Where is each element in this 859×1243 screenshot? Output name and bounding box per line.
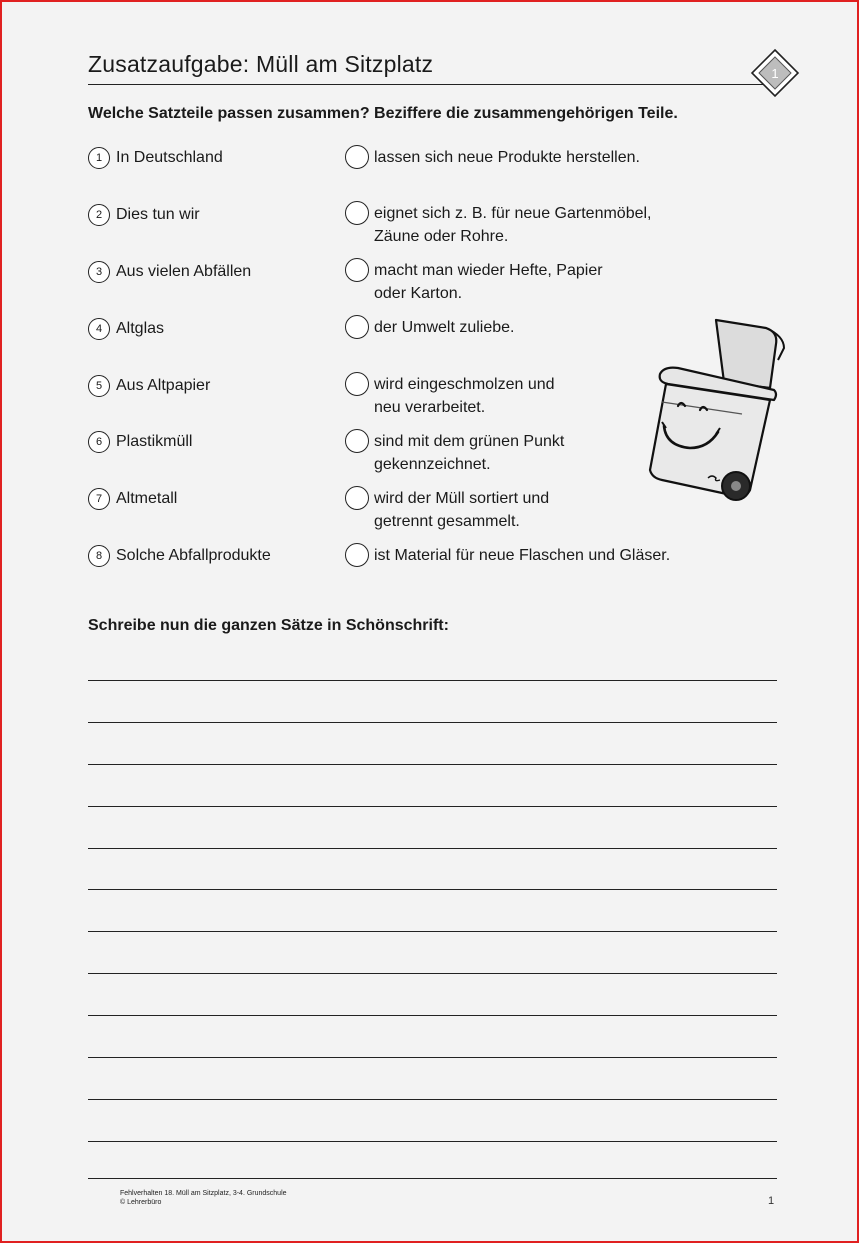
number-circle: 5 <box>88 375 110 397</box>
trash-bin-illustration <box>638 312 788 508</box>
left-item <box>88 488 177 510</box>
footer-line1: Fehlverhalten 18. Müll am Sitzplatz, 3-4. Grundschule <box>120 1190 287 1197</box>
right-item-line1: eignet sich z. B. für neue Gartenmöbel, <box>374 205 652 222</box>
right-item-line1: der Umwelt zuliebe. <box>374 319 515 336</box>
answer-circle[interactable] <box>345 258 369 282</box>
right-item <box>345 316 674 339</box>
right-item-line2: neu verarbeitet. <box>374 399 486 416</box>
writing-line[interactable] <box>88 1057 777 1058</box>
left-item-text: In Deutschland <box>116 149 223 166</box>
right-item-line2: oder Karton. <box>374 285 463 302</box>
writing-line[interactable] <box>88 973 777 974</box>
right-item-line1: wird eingeschmolzen und <box>374 376 555 393</box>
right-item <box>345 373 674 419</box>
title-divider <box>88 84 764 85</box>
number-circle: 7 <box>88 488 110 510</box>
right-item-line1: macht man wieder Hefte, Papier <box>374 262 603 279</box>
right-item-line1: wird der Müll sortiert und <box>374 490 550 507</box>
answer-circle[interactable] <box>345 201 369 225</box>
writing-line[interactable] <box>88 931 777 932</box>
left-item-text: Solche Abfallprodukte <box>116 547 271 564</box>
left-item <box>88 204 200 226</box>
writing-line[interactable] <box>88 889 777 890</box>
number-circle: 1 <box>88 147 110 169</box>
answer-circle[interactable] <box>345 486 369 510</box>
footer <box>120 1189 287 1207</box>
right-item <box>345 544 674 567</box>
left-item <box>88 147 223 169</box>
writing-line[interactable] <box>88 1099 777 1100</box>
right-item <box>345 202 674 248</box>
number-circle: 4 <box>88 318 110 340</box>
left-item <box>88 431 192 453</box>
left-item <box>88 545 271 567</box>
right-item-line1: sind mit dem grünen Punkt <box>374 433 565 450</box>
right-item-line1: lassen sich neue Produkte herstellen. <box>374 149 640 166</box>
writing-line[interactable] <box>88 722 777 723</box>
writing-line[interactable] <box>88 848 777 849</box>
number-circle: 6 <box>88 431 110 453</box>
number-circle: 3 <box>88 261 110 283</box>
page-title: Zusatzaufgabe: Müll am Sitzplatz <box>88 51 434 77</box>
right-item <box>345 146 674 169</box>
left-item <box>88 261 251 283</box>
answer-circle[interactable] <box>345 372 369 396</box>
badge-label: 1 <box>771 66 779 81</box>
writing-line[interactable] <box>88 1015 777 1016</box>
answer-circle[interactable] <box>345 145 369 169</box>
right-item-line2: gekennzeichnet. <box>374 456 491 473</box>
left-item-text: Dies tun wir <box>116 206 200 223</box>
left-item-text: Altglas <box>116 320 165 337</box>
number-circle: 8 <box>88 545 110 567</box>
right-item-line2: Zäune oder Rohre. <box>374 228 509 245</box>
left-item-text: Plastikmüll <box>116 433 193 450</box>
writing-instruction: Schreibe nun die ganzen Sätze in Schönschrift: <box>88 617 449 634</box>
answer-circle[interactable] <box>345 315 369 339</box>
right-item <box>345 259 674 305</box>
writing-line[interactable] <box>88 806 777 807</box>
left-item-text: Aus Altpapier <box>116 377 211 394</box>
answer-circle[interactable] <box>345 543 369 567</box>
number-circle: 2 <box>88 204 110 226</box>
right-item-line2: getrennt gesammelt. <box>374 513 520 530</box>
right-item <box>345 487 674 533</box>
footer-line2: © Lehrerbüro <box>120 1199 162 1206</box>
left-item <box>88 318 164 340</box>
level-badge-icon <box>750 48 800 98</box>
left-item-text: Altmetall <box>116 490 178 507</box>
task-instruction: Welche Satzteile passen zusammen? Beziffere die zusammengehörigen Teile. <box>88 105 678 122</box>
writing-line[interactable] <box>88 680 777 681</box>
right-item <box>345 430 674 476</box>
writing-line[interactable] <box>88 1178 777 1179</box>
answer-circle[interactable] <box>345 429 369 453</box>
page-number: 1 <box>768 1195 775 1207</box>
left-item-text: Aus vielen Abfällen <box>116 263 252 280</box>
left-item <box>88 375 210 397</box>
right-item-line1: ist Material für neue Flaschen und Gläser. <box>374 547 671 564</box>
writing-line[interactable] <box>88 764 777 765</box>
writing-line[interactable] <box>88 1141 777 1142</box>
